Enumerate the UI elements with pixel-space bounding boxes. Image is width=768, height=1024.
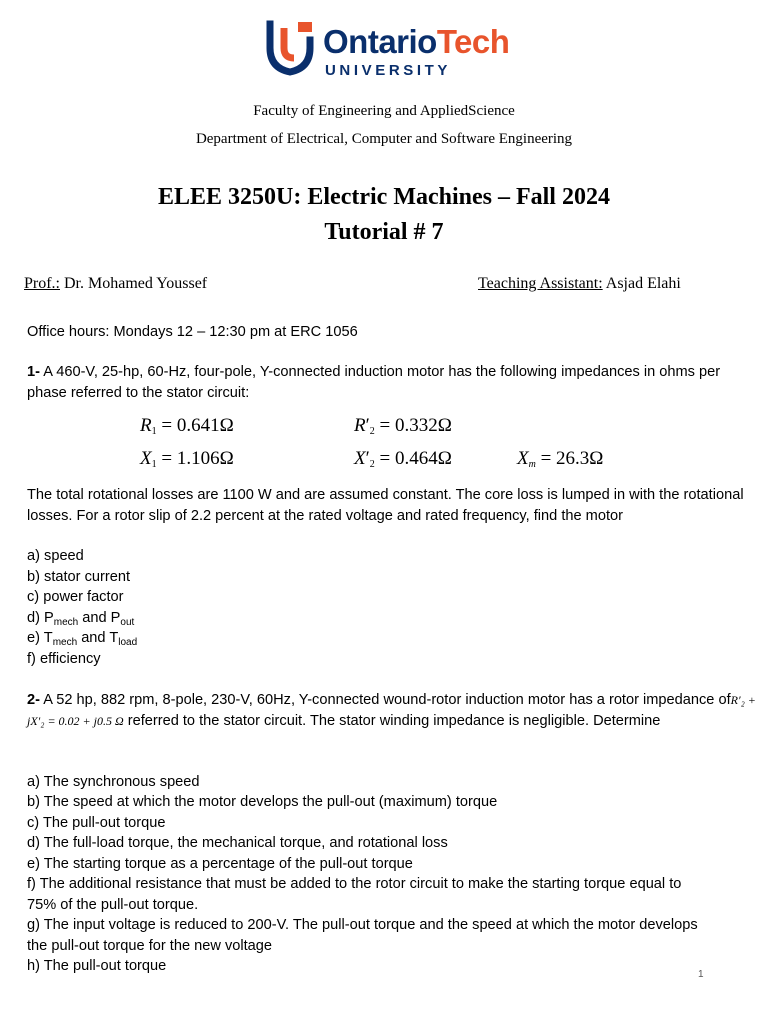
q1-item-e-middle: and T: [77, 630, 119, 646]
q2-item-g: g) The input voltage is reduced to 200-V. The pull-out torque and the speed at which the motor develops: [27, 917, 698, 933]
equation-x2-value: = 0.464Ω: [379, 448, 452, 469]
equation-r1: $R_1 = 0.641\Omega$: [140, 415, 234, 437]
q2-item-e: e) The starting torque as a percentage of the pull-out torque: [27, 856, 413, 872]
teaching-assistant-line: [478, 275, 681, 293]
equation-xm-value: = 26.3Ω: [540, 448, 604, 469]
question-1-intro-text: A 460-V, 25-hp, 60-Hz, four-pole, Y-connected induction motor has the following impedances in ohms per phase referred to the stator circuit:: [27, 364, 721, 401]
course-title: ELEE 3250U: Electric Machines – Fall 2024: [158, 184, 610, 210]
q2-item-d: d) The full-load torque, the mechanical torque, and rotational loss: [27, 835, 448, 851]
q2-item-a: a) The synchronous speed: [27, 774, 200, 790]
logo-wordmark: [323, 20, 509, 64]
professor-label: Prof.:: [24, 275, 60, 292]
q1-item-d-middle: and P: [78, 610, 121, 626]
faculty-name: Faculty of Engineering and AppliedScience: [253, 103, 515, 119]
q1-item-d-sub-mech: mech: [53, 617, 79, 628]
question-2-number: 2-: [27, 692, 40, 708]
q1-item-d-prefix: d) P: [27, 610, 54, 626]
q2-item-h: h) The pull-out torque: [27, 958, 167, 974]
equation-x2: $X'_2 = 0.464\Omega$: [354, 448, 452, 470]
question-2-intro-b: referred to the stator circuit. The stator winding impedance is negligible. Determine: [123, 712, 661, 729]
tutorial-title: Tutorial # 7: [324, 219, 444, 245]
rotor-impedance-equation: R′₂ + jX′₂ = 0.02 + j0.5 Ω: [27, 693, 756, 728]
ontario-tech-shield-icon: [266, 18, 318, 78]
ta-label: Teaching Assistant:: [478, 275, 603, 292]
question-1-intro: [27, 362, 757, 403]
equation-x1-value: = 1.106Ω: [161, 448, 234, 469]
office-hours: Office hours: Mondays 12 – 12:30 pm at ERC 1056: [27, 324, 358, 340]
question-2-intro-a: A 52 hp, 882 rpm, 8-pole, 230-V, 60Hz, Y-connected wound-rotor induction motor has a rotor impedance of: [39, 692, 731, 708]
department-name: Department of Electrical, Computer and Software Engineering: [195, 131, 573, 147]
question-2-intro: [27, 690, 757, 731]
q2-item-c: c) The pull-out torque: [27, 815, 166, 831]
q1-item-d-sub-out: out: [120, 617, 135, 628]
q1-item-e-sub-load: load: [118, 637, 138, 648]
q2-item-f-continued: 75% of the pull-out torque.: [27, 897, 199, 913]
professor-name: Dr. Mohamed Youssef: [60, 275, 208, 292]
professor-line: [24, 275, 207, 293]
q1-item-e: [27, 628, 137, 649]
question-1-number: 1-: [27, 364, 40, 380]
q1-item-b: b) stator current: [27, 569, 131, 585]
ta-name: Asjad Elahi: [602, 275, 681, 292]
q1-item-d: [27, 608, 134, 629]
equation-r2: $R'_2 = 0.332\Omega$: [354, 415, 452, 437]
logo-word-ontario: Ontario: [323, 23, 437, 60]
university-logo: [266, 18, 536, 84]
q2-item-b: b) The speed at which the motor develops the pull-out (maximum) torque: [27, 794, 498, 810]
q1-item-a: a) speed: [27, 548, 84, 564]
page-number: 1: [698, 969, 704, 980]
q2-item-f: f) The additional resistance that must be added to the rotor circuit to make the starting torque equal to: [27, 876, 682, 892]
equation-xm: $X_m = 26.3\Omega$: [517, 448, 604, 470]
q1-item-e-sub-mech: mech: [52, 637, 78, 648]
equation-r2-value: = 0.332Ω: [379, 415, 452, 436]
q1-item-c: c) power factor: [27, 589, 124, 605]
equation-r1-value: = 0.641Ω: [161, 415, 234, 436]
question-1-text: The total rotational losses are 1100 W and are assumed constant. The core loss is lumped in with the rotational losses. For a rotor slip of 2.2 percent at the rated voltage and rated frequency, find the motor: [27, 487, 744, 524]
logo-university-text: UNIVERSITY: [325, 62, 452, 79]
equation-x1: $X_1 = 1.106\Omega$: [140, 448, 234, 470]
q1-item-e-prefix: e) T: [27, 630, 53, 646]
q2-item-g-continued: the pull-out torque for the new voltage: [27, 938, 273, 954]
q1-item-f: f) efficiency: [27, 651, 101, 667]
logo-word-tech: Tech: [436, 23, 510, 60]
